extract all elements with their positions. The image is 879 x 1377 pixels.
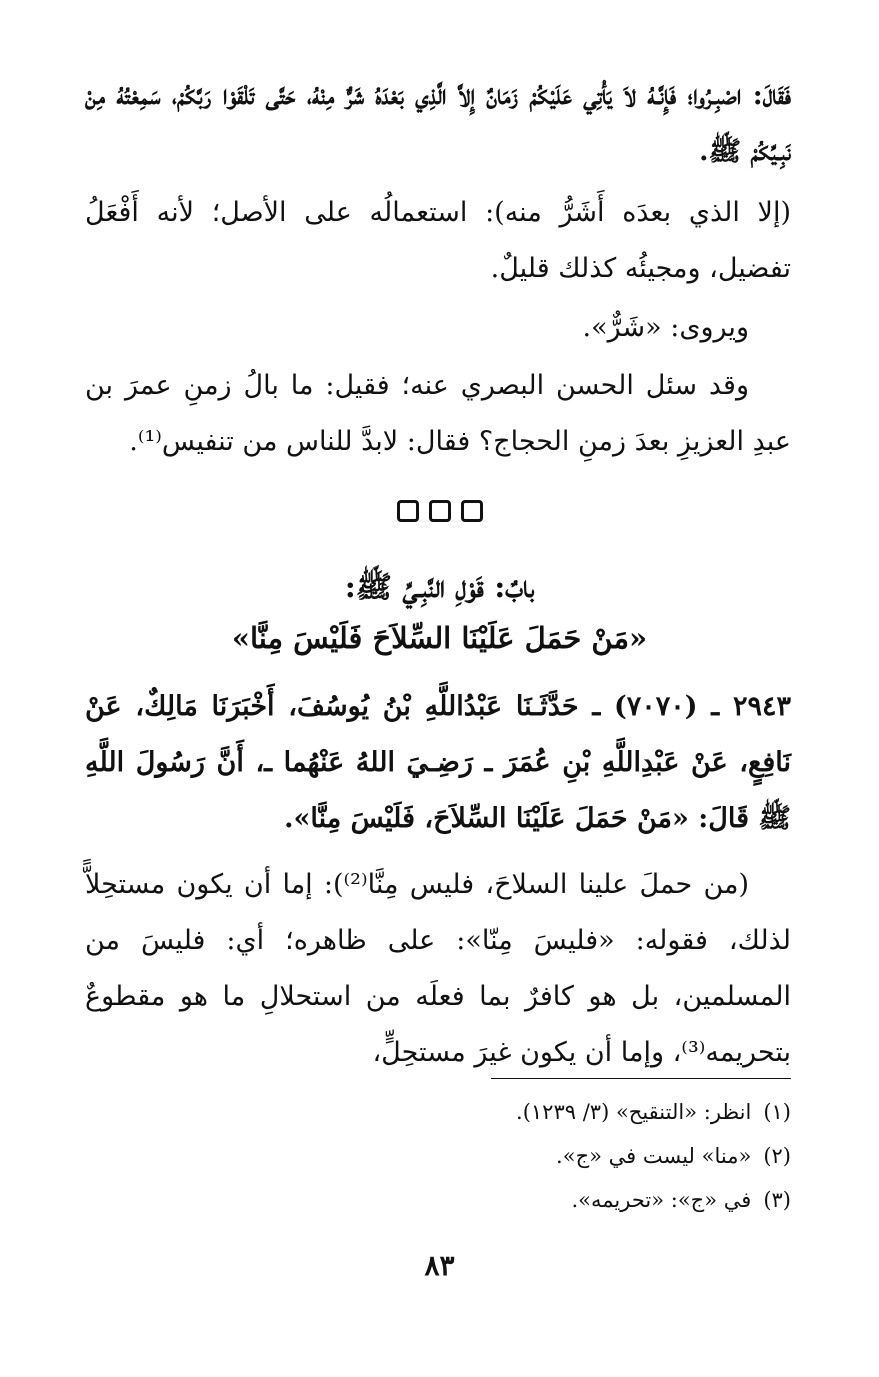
footnote-text: «منا» ليست في «ج». [556, 1144, 752, 1168]
commentary-paragraph: (إلا الذي بعدَه أَشَرُّ منه): استعمالُه على الأصل؛ لأنه أَفْعَلُ تفضيل، ومجيئُه كذلك قليلٌ. [85, 197, 791, 284]
hadith-text: ٢٩٤٣ ـ (٧٠٧٠) ـ حَدَّثَـنَا عَبْدُاللَّهِ بْنُ يُوسُفَ، أَخْبَرَنَا مَالِكٌ، عَنْ نَافِعٍ، عَنْ عَبْدِاللَّهِ بْنِ عُمَرَ ـ رَضِـيَ اللهُ عَنْهُما ـ، أَنَّ رَسُولَ اللَّهِ ﷺ قَالَ: «مَنْ حَمَلَ عَلَيْنَا السِّلاَحَ، فَلَيْسَ مِنَّا». [85, 691, 791, 834]
footnote [85, 1134, 791, 1178]
footnote-separator [491, 1078, 791, 1079]
footnote-text: انظر: «التنقيح» (٣/ ١٢٣٩). [516, 1100, 752, 1124]
footnote-number: (٣) [763, 1188, 791, 1212]
footnotes [85, 1090, 791, 1222]
commentary-paragraph: (من حملَ علينا السلاحَ، فليس مِنَّا⁽²⁾): إما أن يكون مستحِلاًّ لذلك، فقوله: «فليسَ مِنّا»: على ظاهره؛ أي: فليسَ من المسلمين، بل هو كافرٌ بما فعلَه من استحلالِ ما هو مقطوعٌ بتحريمه⁽³⁾، وإما أن يكون غيرَ مستحِلٍّ، [85, 869, 791, 1068]
square-ornament-icon [429, 500, 451, 522]
section-divider [0, 500, 879, 526]
footnote [85, 1178, 791, 1222]
footnote-text: في «ج»: «تحريمه». [571, 1188, 752, 1212]
square-ornament-icon [397, 500, 419, 522]
footnote-number: (٢) [763, 1144, 791, 1168]
variant-reading: ويروى: «شَرٌّ». [582, 312, 749, 343]
chapter-subtitle: «مَنْ حَمَلَ عَلَيْنَا السِّلاَحَ فَلَيْسَ مِنَّا» [231, 621, 648, 655]
page-number: ٨٣ [424, 1249, 455, 1282]
chapter-title: بابٌ: قَوْلِ النَّبِـيِّ ﷺ: [344, 570, 535, 605]
footnote [85, 1090, 791, 1134]
commentary-paragraph: وقد سئل الحسن البصري عنه؛ فقيل: ما بالُ زمنِ عمرَ بن عبدِ العزيزِ بعدَ زمنِ الحجاج؟ فقال: لابدَّ للناس من تنفيس⁽¹⁾. [85, 370, 791, 457]
square-ornament-icon [461, 500, 483, 522]
footnote-number: (١) [763, 1100, 791, 1124]
hadith-continuation: فَقَالَ: اصْبِـرُوا؛ فَإِنَّـهُ لاَ يَأْتِي عَلَيْكُمْ زَمَانٌ إِلاَّ الَّذِي بَعْدَهُ شَرٌّ مِنْهُ، حَتَّى تَلْقَوْا رَبَّكُمْ، سَمِعْتُهُ مِنْ نَبِـيِّكُمْ ﷺ. [85, 80, 791, 167]
